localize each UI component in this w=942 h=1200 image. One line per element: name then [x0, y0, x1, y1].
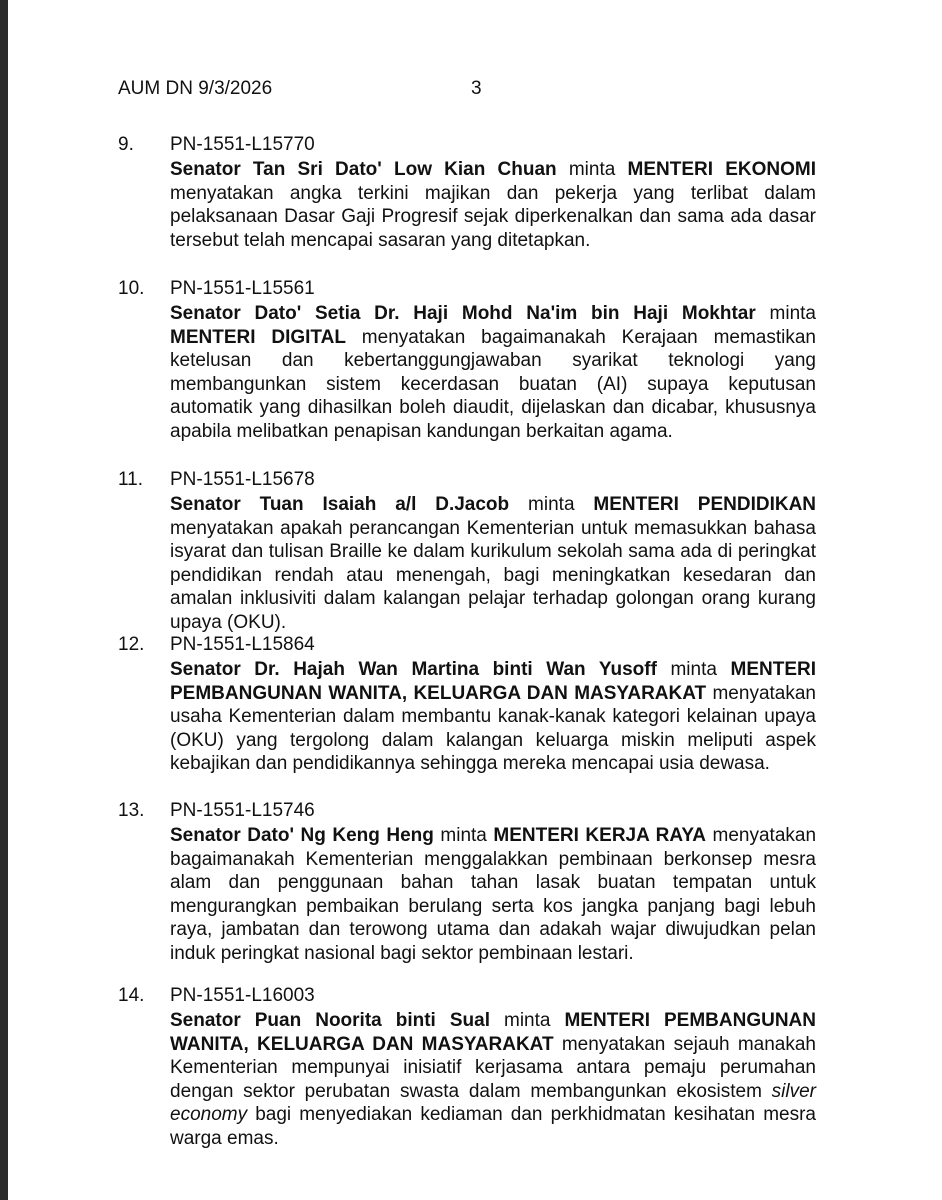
- senator-name: Senator Dato' Setia Dr. Haji Mohd Na'im bin Haji Mokhtar: [170, 303, 756, 324]
- question-text: menyatakan bagaimanakah Kerajaan memastikan ketelusan dan kebertanggungjawaban syarikat teknologi yang membangunkan sistem kecerdasan buatan (AI) supaya keputusan automatik yang dihasilkan boleh diaudit, dijelaskan dan dicabar, khususnya apabila melibatkan penapisan kandungan berkaitan agama.: [170, 326, 816, 442]
- item-code: PN-1551-L15770: [170, 134, 315, 155]
- connector: minta: [528, 494, 575, 515]
- senator-name: Senator Dato' Ng Keng Heng: [170, 825, 434, 846]
- question-text-end: bagi menyediakan kediaman dan perkhidmatan kesihatan mesra warga emas.: [170, 1104, 816, 1149]
- question-text: menyatakan angka terkini majikan dan pekerja yang terlibat dalam pelaksanaan Dasar Gaji Progresif sejak diperkenalkan dan sama ada dasar tersebut telah mencapai sasaran yang ditetapkan.: [170, 182, 816, 251]
- italic-term: silver economy: [170, 1080, 817, 1125]
- item-body: [170, 1009, 816, 1150]
- senator-name: Senator Puan Noorita binti Sual: [170, 1010, 490, 1031]
- item-number: 10.: [118, 278, 145, 299]
- item-number: 12.: [118, 634, 145, 655]
- item-body: [170, 158, 816, 252]
- minister-name: MENTERI PENDIDIKAN: [593, 494, 817, 515]
- senator-name: Senator Tan Sri Dato' Low Kian Chuan: [170, 159, 557, 180]
- minister-name: MENTERI KERJA RAYA: [493, 825, 706, 846]
- document-header: AUM DN 9/3/2026: [118, 78, 273, 99]
- minister-name: MENTERI PEMBANGUNAN WANITA, KELUARGA DAN MASYARAKAT: [170, 1010, 816, 1055]
- question-text: menyatakan sejauh manakah Kementerian mempunyai inisiatif kerjasama antara pemaju perumahan dengan sektor perubatan swasta dalam membangunkan ekosistem: [170, 1033, 817, 1102]
- senator-name: Senator Dr. Hajah Wan Martina binti Wan Yusoff: [170, 659, 657, 680]
- item-body: [170, 658, 816, 776]
- item-code: PN-1551-L16003: [170, 985, 315, 1006]
- minister-name: MENTERI PEMBANGUNAN WANITA, KELUARGA DAN MASYARAKAT: [170, 659, 816, 704]
- minister-name: MENTERI DIGITAL: [170, 326, 346, 348]
- question-text: menyatakan usaha Kementerian dalam membantu kanak-kanak kategori kelainan upaya (OKU) yang tergolong dalam kalangan keluarga miskin meliputi aspek kebajikan dan pendidikannya sehingga mereka mencapai usia dewasa.: [170, 682, 816, 774]
- item-number: 11.: [118, 469, 144, 490]
- question-text: menyatakan bagaimanakah Kementerian menggalakkan pembinaan berkonsep mesra alam dan penggunaan bahan tahan lasak buatan tempatan untuk mengurangkan pembaikan berulang serta kos jangka panjang bagi lebuh raya, jambatan dan terowong utama dan adakah wajar diwujudkan pelan induk peringkat nasional bagi sektor pembinaan lestari.: [170, 825, 817, 964]
- connector: minta: [568, 159, 616, 180]
- item-body: [170, 302, 816, 443]
- item-code: PN-1551-L15746: [170, 800, 315, 821]
- minister-name: MENTERI EKONOMI: [627, 159, 817, 180]
- item-body: [170, 824, 816, 965]
- page-number: 3: [471, 78, 482, 99]
- item-code: PN-1551-L15678: [170, 469, 315, 490]
- item-number: 9.: [118, 134, 134, 155]
- item-code: PN-1551-L15864: [170, 634, 315, 655]
- connector: minta: [440, 825, 487, 846]
- item-code: PN-1551-L15561: [170, 278, 315, 299]
- question-text: menyatakan apakah perancangan Kementerian untuk memasukkan bahasa isyarat dan tulisan Braille ke dalam kurikulum sekolah sama ada di peringkat pendidikan rendah atau menengah, bagi meningkatkan kesedaran dan amalan inklusiviti dalam kalangan pelajar terhadap golongan orang kurang upaya (OKU).: [170, 517, 816, 633]
- connector: minta: [769, 303, 816, 324]
- item-body: [170, 493, 816, 634]
- item-number: 14.: [118, 985, 145, 1006]
- senator-name: Senator Tuan Isaiah a/l D.Jacob: [170, 494, 510, 515]
- item-number: 13.: [118, 800, 145, 821]
- connector: minta: [504, 1010, 551, 1031]
- connector: minta: [670, 659, 717, 680]
- scan-edge: [0, 0, 8, 1200]
